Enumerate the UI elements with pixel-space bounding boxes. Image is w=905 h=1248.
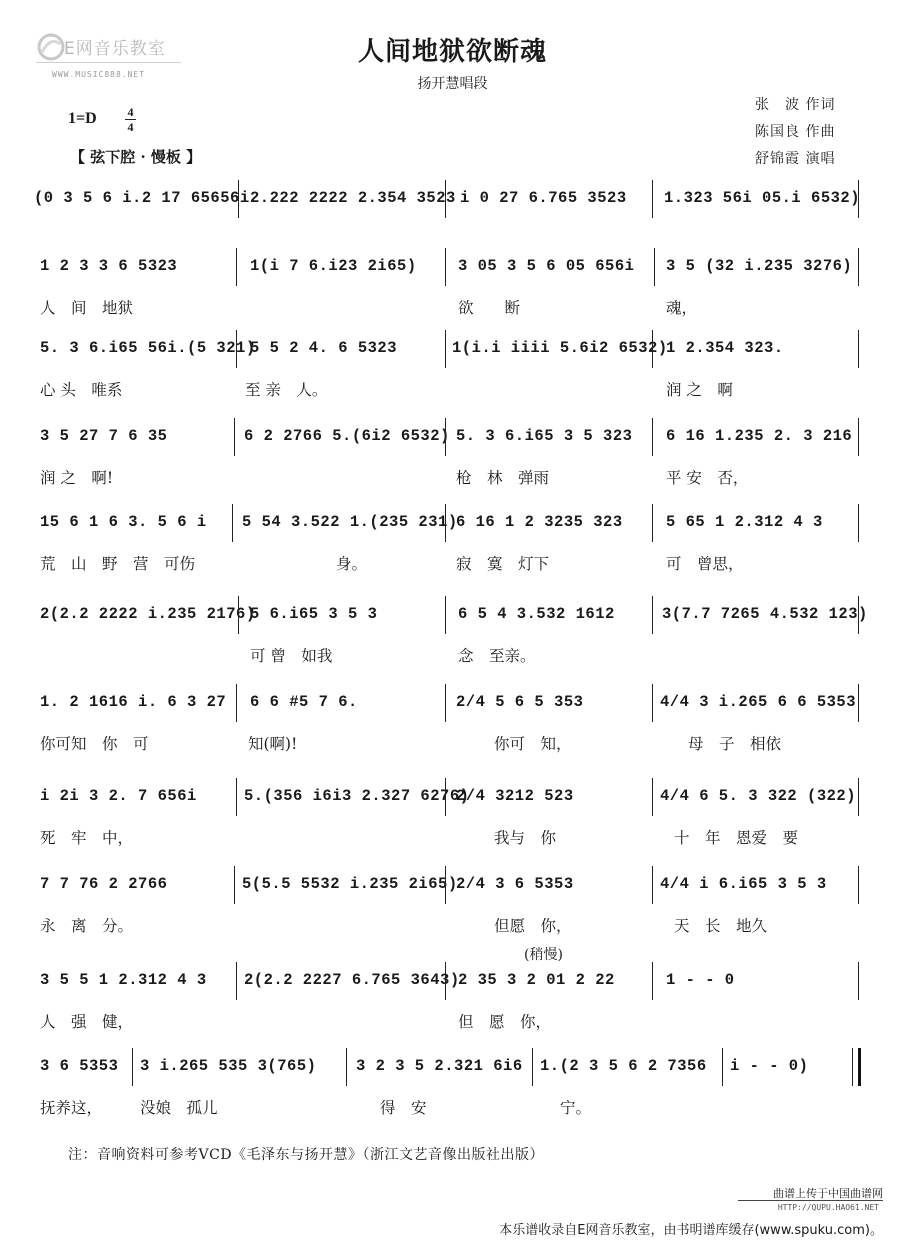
lyric-text: 我与 你 — [494, 829, 557, 847]
lyric-text: 润 之 啊 — [666, 381, 733, 399]
notes-line — [0, 958, 905, 1002]
barline — [652, 418, 653, 456]
notes-line — [0, 326, 905, 370]
lyric-text: 母 子 相依 — [688, 735, 782, 753]
lyric-text: 永 离 分。 — [40, 917, 134, 935]
measure-notes: 1(i.i iiii 5.6i2 6532) — [452, 339, 668, 357]
measure-notes: 5 54 3.522 1.(235 231) — [242, 513, 458, 531]
measure-notes: (0 3 5 6 i.2 17 65656i — [34, 189, 250, 207]
barline — [652, 962, 653, 1000]
lyric-text: 没娘 孤儿 — [140, 1099, 218, 1117]
barline — [858, 330, 859, 368]
barline — [652, 596, 653, 634]
lyric-text: 至 亲 人。 — [245, 381, 328, 399]
source-upload-note: 曲谱上传于中国曲谱网 — [773, 1187, 883, 1200]
credit-singer: 舒锦霞 演唱 — [755, 151, 836, 167]
barline — [236, 248, 237, 286]
lyric-text: 人 强 健， — [40, 1013, 134, 1031]
tempo-change-label: (稍慢) — [524, 947, 563, 963]
measure-notes: i - - 0) — [730, 1057, 809, 1075]
measure-notes: 2/4 5 6 5 353 — [456, 693, 584, 711]
notes-line — [0, 862, 905, 906]
time-signature-top: 4 — [127, 105, 134, 119]
measure-notes: 6 5 4 3.532 1612 — [458, 605, 615, 623]
song-subtitle: 扬开慧唱段 — [417, 76, 488, 92]
measure-notes: 5. 3 6.i65 56i.(5 321) — [40, 339, 256, 357]
lyric-text: 你可 知， — [494, 735, 572, 753]
barline — [858, 962, 859, 1000]
source-divider — [738, 1200, 883, 1201]
source-cache-note — [499, 1203, 883, 1238]
measure-notes: 1. 2 1616 i. 6 3 27 — [40, 693, 227, 711]
barline — [858, 866, 859, 904]
source-cache-text: 本乐谱收录自E网音乐教室，由书明谱库缓存(www.spuku.com)。 — [499, 1223, 883, 1238]
logo-name: E网音乐教室 — [64, 39, 166, 59]
barline — [234, 418, 235, 456]
barline — [654, 248, 655, 286]
barline — [858, 248, 859, 286]
barline — [236, 684, 237, 722]
barline — [445, 180, 446, 218]
lyric-text: 枪 林 弹雨 — [456, 469, 550, 487]
barline — [852, 1048, 853, 1086]
lyric-text: 天 长 地久 — [674, 917, 768, 935]
barline — [445, 330, 446, 368]
barline — [652, 778, 653, 816]
lyric-text: 欲 断 — [458, 299, 521, 317]
measure-notes: 6 16 1.235 2. 3 216 — [666, 427, 853, 445]
measure-notes: i 2i 3 2. 7 656i — [40, 787, 197, 805]
barline — [445, 248, 446, 286]
lyric-text: 荒 山 野 营 可伤 — [40, 555, 196, 573]
measure-notes: 6 2 2766 5.(6i2 6532) — [244, 427, 450, 445]
measure-notes: 5 65 1 2.312 4 3 — [666, 513, 823, 531]
measure-notes: 15 6 1 6 3. 5 6 i — [40, 513, 207, 531]
notes-line — [0, 680, 905, 724]
measure-notes: 1.323 56i 05.i 6532) — [664, 189, 861, 207]
measure-notes: 4/4 i 6.i65 3 5 3 — [660, 875, 827, 893]
measure-notes: 2/4 3 6 5353 — [456, 875, 574, 893]
notes-line — [0, 414, 905, 458]
notes-line — [0, 244, 905, 288]
lyric-text: 念 至亲。 — [458, 647, 536, 665]
lyric-text: 知(啊)! — [248, 735, 298, 753]
measure-notes: 1(i 7 6.i23 2i65) — [250, 257, 417, 275]
barline — [346, 1048, 347, 1086]
measure-notes: 2(2.2 2227 6.765 3643) — [244, 971, 460, 989]
logo-url: WWW.MUSIC888.NET — [52, 70, 146, 79]
barline — [445, 684, 446, 722]
measure-notes: 1 - - 0 — [666, 971, 735, 989]
measure-notes: 3 5 5 1 2.312 4 3 — [40, 971, 207, 989]
measure-notes: 5(5.5 5532 i.235 2i65) — [242, 875, 458, 893]
lyric-text: 但 愿 你， — [458, 1013, 552, 1031]
tempo-marking: 【 弦下腔 · 慢板 】 — [70, 148, 202, 166]
barline — [722, 1048, 723, 1086]
lyric-text: 可 曾 如我 — [250, 647, 333, 665]
barline — [445, 504, 446, 542]
measure-notes: 2/4 3212 523 — [456, 787, 574, 805]
time-signature-bottom: 4 — [127, 120, 134, 134]
lyric-text: 人 间 地狱 — [40, 299, 134, 317]
barline — [445, 866, 446, 904]
barline — [238, 180, 239, 218]
final-barline — [858, 1048, 861, 1086]
song-title: 人间地狱欲断魂 — [357, 37, 547, 67]
notes-line — [0, 1044, 905, 1088]
measure-notes: 3 2 3 5 2.321 6i6 — [356, 1057, 523, 1075]
measure-notes: 3 6 5353 — [40, 1057, 119, 1075]
measure-notes: 3 5 (32 i.235 3276) — [666, 257, 853, 275]
barline — [238, 596, 239, 634]
barline — [652, 684, 653, 722]
barline — [858, 504, 859, 542]
barline — [652, 180, 653, 218]
measure-notes: 7 7 76 2 2766 — [40, 875, 168, 893]
lyric-text: 死 牢 中， — [40, 829, 134, 847]
lyric-text: 宁。 — [560, 1099, 592, 1117]
barline — [236, 962, 237, 1000]
barline — [132, 1048, 133, 1086]
lyric-text: 心 头 唯系 — [40, 381, 123, 399]
barline — [445, 778, 446, 816]
barline — [445, 962, 446, 1000]
barline — [445, 596, 446, 634]
notes-line — [0, 500, 905, 544]
lyric-text: 魂， — [666, 299, 698, 317]
source-url-small: HTTP://QUPU.HAO61.NET — [777, 1203, 879, 1212]
barline — [652, 866, 653, 904]
credit-composer: 陈国良 作曲 — [755, 124, 836, 140]
barline — [858, 418, 859, 456]
measure-notes: 3 i.265 535 3(765) — [140, 1057, 317, 1075]
barline — [234, 866, 235, 904]
barline — [652, 504, 653, 542]
barline — [236, 330, 237, 368]
barline — [858, 778, 859, 816]
footnote: 注：音响资料可参考VCD《毛泽东与扬开慧》（浙江文艺音像出版社出版） — [68, 1147, 545, 1163]
measure-notes: 1.(2 3 5 6 2 7356 — [540, 1057, 707, 1075]
measure-notes: 2(2.2 2222 i.235 2176) — [40, 605, 256, 623]
notes-line — [0, 592, 905, 636]
barline — [236, 778, 237, 816]
barline — [858, 180, 859, 218]
lyric-text: 抚养这， — [40, 1099, 103, 1117]
measure-notes: 5. 3 6.i65 3 5 323 — [456, 427, 633, 445]
barline — [532, 1048, 533, 1086]
lyric-text: 身。 — [336, 555, 368, 573]
measure-notes: 6 16 1 2 3235 323 — [456, 513, 623, 531]
lyric-text: 得 安 — [380, 1099, 427, 1117]
measure-notes: 2 35 3 2 01 2 22 — [458, 971, 615, 989]
measure-notes: 6 6 #5 7 6. — [250, 693, 358, 711]
barline — [232, 504, 233, 542]
measure-notes: 3(7.7 7265 4.532 123) — [662, 605, 868, 623]
lyric-text: 十 年 恩爱 要 — [674, 829, 799, 847]
credit-lyricist: 张 波 作词 — [755, 97, 836, 113]
measure-notes: 1 2.354 323. — [666, 339, 784, 357]
measure-notes: 5 5 2 4. 6 5323 — [250, 339, 398, 357]
barline — [652, 330, 653, 368]
measure-notes: 2.222 2222 2.354 3523 — [250, 189, 456, 207]
lyric-text: 寂 寞 灯下 — [456, 555, 550, 573]
measure-notes: 5 6.i65 3 5 3 — [250, 605, 378, 623]
barline — [858, 684, 859, 722]
barline — [858, 596, 859, 634]
measure-notes: 5.(356 i6i3 2.327 6276) — [244, 787, 470, 805]
measure-notes: i 0 27 6.765 3523 — [460, 189, 627, 207]
lyric-text: 平 安 否， — [666, 469, 749, 487]
notes-line — [0, 176, 905, 220]
measure-notes: 1 2 3 3 6 5323 — [40, 257, 178, 275]
measure-notes: 3 5 27 7 6 35 — [40, 427, 168, 445]
measure-notes: 4/4 3 i.265 6 6 5353 — [660, 693, 857, 711]
lyric-text: 润 之 啊! — [40, 469, 114, 487]
credits — [755, 92, 835, 173]
barline — [445, 418, 446, 456]
lyric-text: 可 曾思， — [666, 555, 744, 573]
lyric-text: 你可知 你 可 — [40, 735, 149, 753]
time-signature — [125, 106, 136, 133]
notes-line — [0, 774, 905, 818]
key-signature: 1=D — [68, 110, 97, 127]
lyric-text: 但愿 你， — [494, 917, 572, 935]
measure-notes: 3 05 3 5 6 05 656i — [458, 257, 635, 275]
measure-notes: 4/4 6 5. 3 322 (322) — [660, 787, 857, 805]
